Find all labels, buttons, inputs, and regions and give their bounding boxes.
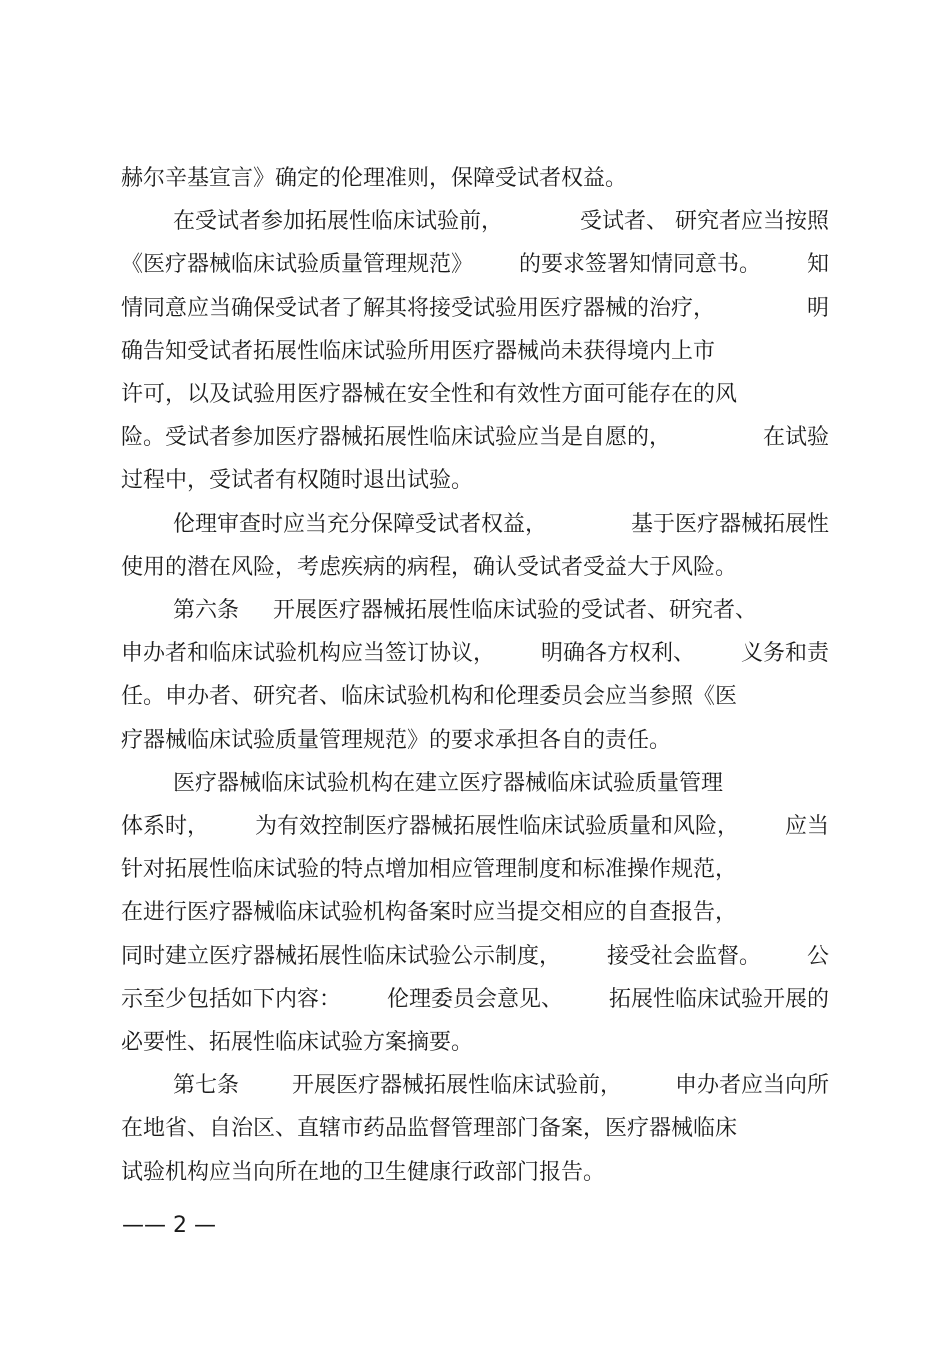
text-segment: 义务和责 (740, 641, 829, 667)
text-segment: 申办者应当向所 (674, 1073, 829, 1099)
text-line (121, 423, 829, 453)
text-segment: 在进行医疗器械临床试验机构备案时应当提交相应的自查报告， (121, 900, 738, 926)
text-line (173, 207, 829, 237)
text-line (121, 682, 829, 712)
text-line (121, 164, 829, 194)
text-line (121, 250, 829, 280)
text-line (173, 769, 829, 799)
text-line (121, 985, 829, 1015)
text-segment: 同时建立医疗器械拓展性临床试验公示制度， (121, 943, 562, 969)
text-segment: 开展医疗器械拓展性临床试验前， (291, 1073, 622, 1099)
text-segment: 过程中，受试者有权随时退出试验。 (121, 468, 474, 494)
text-segment: 第七条 (173, 1073, 240, 1099)
text-segment: 险。受试者参加医疗器械拓展性临床试验应当是自愿的， (121, 425, 672, 451)
text-line (121, 726, 829, 756)
text-segment: 针对拓展性临床试验的特点增加相应管理制度和标准操作规范， (121, 857, 738, 883)
text-line (121, 1028, 829, 1058)
text-segment: 知 (806, 252, 829, 278)
text-segment: 在地省、自治区、直辖市药品监督管理部门备案，医疗器械临床 (121, 1116, 738, 1142)
text-segment: 在受试者参加拓展性临床试验前， (173, 209, 504, 235)
text-segment: 任。申办者、研究者、临床试验机构和伦理委员会应当参照《医 (121, 684, 738, 710)
text-line (121, 553, 829, 583)
text-segment: 赫尔辛基宣言》确定的伦理准则，保障受试者权益。 (121, 166, 628, 191)
text-line (121, 812, 829, 842)
text-segment: 在试验 (762, 425, 829, 451)
text-segment: 试验机构应当向所在地的卫生健康行政部门报告。 (121, 1159, 606, 1185)
text-line (121, 942, 829, 972)
text-segment: 明 (806, 295, 829, 321)
text-segment: 明确各方权利、 (540, 641, 695, 667)
text-segment: 为有效控制医疗器械拓展性临床试验质量和风险， (254, 814, 739, 839)
text-segment: 《医疗器械临床试验质量管理规范》 (121, 252, 474, 278)
text-line (173, 1071, 829, 1101)
text-segment: 伦理审查时应当充分保障受试者权益， (173, 511, 548, 537)
text-line (121, 466, 829, 496)
text-segment: 许可，以及试验用医疗器械在安全性和有效性方面可能存在的风 (121, 382, 738, 407)
text-line (121, 337, 829, 367)
text-segment: 拓展性临床试验开展的 (608, 986, 829, 1012)
text-segment: 医疗器械临床试验机构在建立医疗器械临床试验质量管理 (173, 770, 724, 796)
text-line (121, 294, 829, 324)
text-line (121, 1114, 829, 1144)
text-line (121, 1158, 829, 1188)
text-segment: 体系时， (121, 814, 210, 839)
text-segment: 接受社会监督。 (606, 943, 761, 969)
text-segment: 疗器械临床试验质量管理规范》的要求承担各自的责任。 (121, 727, 672, 753)
text-segment: 示至少包括如下内容： (121, 986, 342, 1012)
text-segment: 伦理委员会意见、 (386, 986, 563, 1012)
text-segment: 基于医疗器械拓展性 (630, 511, 829, 537)
text-segment: 确告知受试者拓展性临床试验所用医疗器械尚未获得境内上市 (121, 338, 716, 364)
text-line (121, 855, 829, 885)
text-segment: 必要性、拓展性临床试验方案摘要。 (121, 1030, 474, 1055)
text-segment: 申办者和临床试验机构应当签订协议， (121, 641, 496, 667)
text-line (173, 596, 829, 626)
text-segment: 使用的潜在风险，考虑疾病的病程，确认受试者受益大于风险。 (121, 554, 738, 580)
text-segment: 情同意应当确保受试者了解其将接受试验用医疗器械的治疗， (121, 295, 716, 321)
text-line (121, 639, 829, 669)
text-segment: 开展医疗器械拓展性临床试验的受试者、研究者、 (273, 598, 758, 623)
text-segment: 受试者、 研究者应当按照 (580, 209, 829, 235)
page-number: —— 2 — (122, 1213, 216, 1238)
text-segment: 第六条 (173, 598, 240, 623)
text-segment: 的要求签署知情同意书。 (518, 252, 761, 278)
text-line (121, 898, 829, 928)
text-segment: 公 (806, 943, 829, 969)
text-segment: 应当 (784, 814, 829, 839)
text-line (173, 510, 829, 540)
text-line (121, 380, 829, 410)
